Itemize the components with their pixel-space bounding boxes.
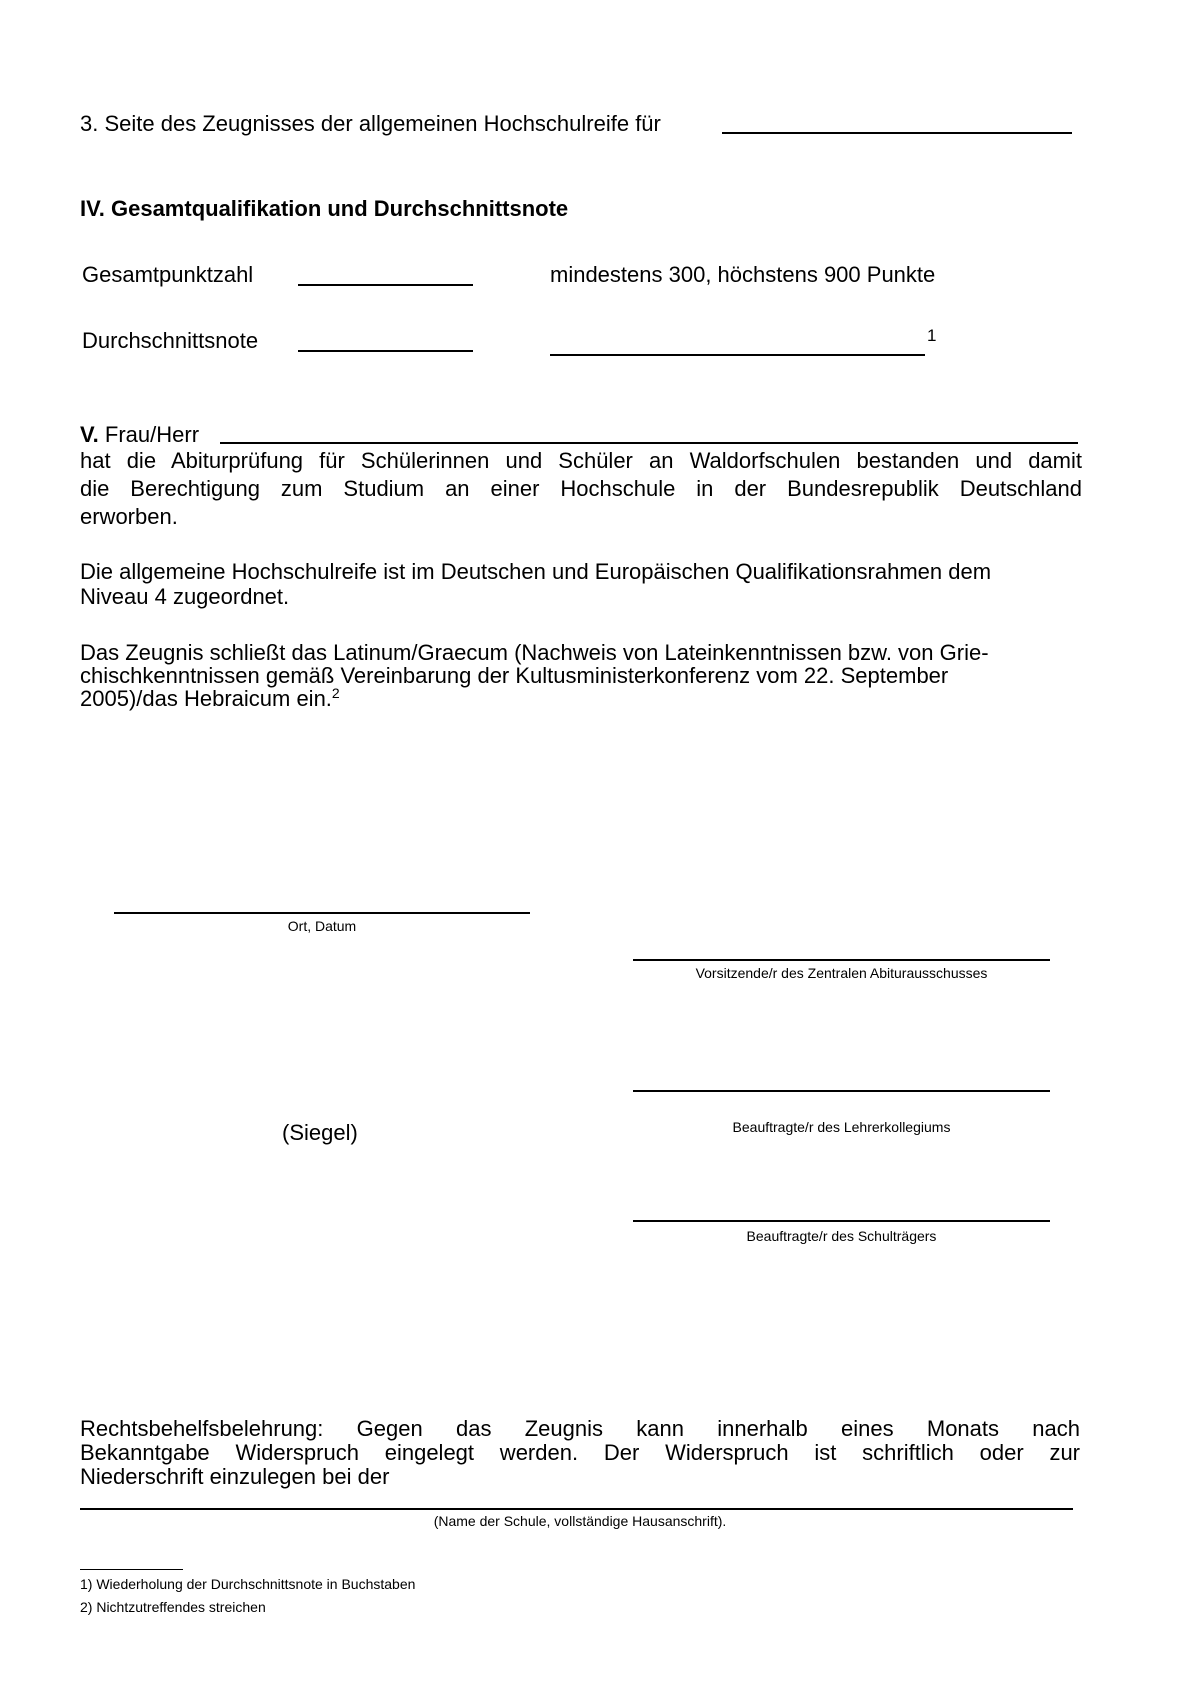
person-label: Frau/Herr: [104, 422, 200, 447]
total-points-label: Gesamtpunktzahl: [82, 262, 254, 287]
chair-caption: Vorsitzende/r des Zentralen Abiturausschusses: [695, 965, 988, 981]
body-line-1: hat die Abiturprüfung für Schülerinnen und Schüler an Waldorfschulen bestanden und damit: [80, 448, 1082, 473]
place-date-caption: Ort, Datum: [287, 918, 357, 934]
footnote-separator: [80, 1569, 183, 1570]
latinum-line-3: [80, 686, 340, 712]
place-date-line[interactable]: [114, 912, 530, 914]
recipient-name-line[interactable]: [722, 132, 1072, 134]
footnote-marker-1: 1: [927, 326, 937, 345]
latinum-line-3-text: 2005)/das Hebraicum ein.: [80, 686, 332, 711]
person-row: [80, 422, 199, 448]
legal-line-3: Niederschrift einzulegen bei der: [80, 1464, 390, 1489]
person-name-line[interactable]: [220, 442, 1078, 444]
section-iv-heading: IV. Gesamtqualifikation und Durchschnittsnote: [80, 196, 569, 221]
latinum-line-2: chischkenntnissen gemäß Vereinbarung der Kultusministerkonferenz vom 22. September: [80, 663, 949, 688]
average-grade-words-line[interactable]: [550, 354, 925, 356]
body-line-3: erworben.: [80, 504, 178, 529]
section-v-roman: V.: [80, 422, 99, 447]
total-points-note: mindestens 300, höchstens 900 Punkte: [550, 262, 936, 287]
legal-line-1: Rechtsbehelfsbelehrung: Gegen das Zeugnis kann innerhalb eines Monats nach: [80, 1416, 1080, 1441]
page-title: 3. Seite des Zeugnisses der allgemeinen Hochschulreife für: [80, 111, 661, 136]
latinum-line-1: Das Zeugnis schließt das Latinum/Graecum (Nachweis von Lateinkenntnissen bzw. von Grie-: [80, 640, 989, 665]
average-grade-label: Durchschnittsnote: [82, 328, 259, 353]
body-line-2: die Berechtigung zum Studium an einer Hochschule in der Bundesrepublik Deutschland: [80, 476, 1082, 501]
sponsor-caption: Beauftragte/r des Schulträgers: [746, 1228, 937, 1244]
total-points-line[interactable]: [298, 284, 473, 286]
footnote-marker-2: 2: [331, 685, 340, 701]
seal-placeholder: (Siegel): [282, 1120, 358, 1145]
faculty-signature-line[interactable]: [633, 1090, 1050, 1092]
school-address-caption: (Name der Schule, vollständige Hausanschrift).: [433, 1513, 727, 1529]
faculty-caption: Beauftragte/r des Lehrerkollegiums: [732, 1119, 951, 1135]
footnote-1: 1) Wiederholung der Durchschnittsnote in Buchstaben: [80, 1576, 416, 1592]
footnote-2: 2) Nichtzutreffendes streichen: [80, 1599, 266, 1615]
qualification-line-2: Niveau 4 zugeordnet.: [80, 584, 290, 609]
sponsor-signature-line[interactable]: [633, 1220, 1050, 1222]
legal-line-2: Bekanntgabe Widerspruch eingelegt werden. Der Widerspruch ist schriftlich oder zur: [80, 1440, 1080, 1465]
chair-signature-line[interactable]: [633, 959, 1050, 961]
school-address-line[interactable]: [80, 1508, 1073, 1510]
qualification-line-1: Die allgemeine Hochschulreife ist im Deutschen und Europäischen Qualifikationsrahmen dem: [80, 559, 992, 584]
average-grade-line[interactable]: [298, 350, 473, 352]
